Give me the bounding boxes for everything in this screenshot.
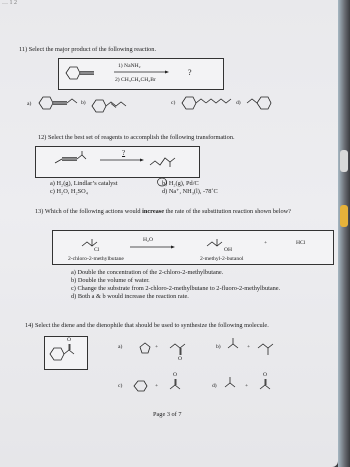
q14-option-c[interactable]: c) [118,383,123,389]
q11-unknown-product: ? [188,68,192,77]
q12-option-d[interactable]: d) Na⁺, NH₃(l), -78˚C [162,188,218,195]
q14-plus-a: + [155,344,159,350]
q14-d-oxygen: O [263,372,268,378]
page-footer: Page 3 of 7 [153,411,182,418]
q12-option-c[interactable]: c) H₂O, H₂SO₄ [50,188,88,195]
q13-product-name: 2-methyl-2-butanol [200,256,244,262]
q14-c-oxygen: O [173,372,178,378]
q13-hcl: HCl [296,240,306,246]
q12-option-b[interactable]: b) H₂(g), Pd/C [162,180,199,187]
q14-option-b[interactable]: b) [216,344,221,350]
q14-plus-d: + [245,383,249,389]
q13-product-oh: OH [224,247,233,253]
q11-option-a[interactable]: a) [27,101,32,107]
q13-option-b[interactable]: b) Double the volume of water. [71,277,150,284]
q13-option-a[interactable]: a) Double the concentration of the 2-chloro-2-methylbutane. [71,269,224,276]
binder-tab [340,205,348,227]
q14-prompt: 14) Select the diene and the dienophile that should be used to synthesize the following molecule. [25,322,269,329]
q14-a-oxygen: O [178,356,183,362]
q13-option-d[interactable]: d) Both a & b would increase the reaction rate. [71,293,189,300]
q11-reagent-1: 1) NaNH₂ [118,63,141,69]
binder-tab [340,150,348,172]
q14-plus-c: + [155,383,159,389]
q12-prompt: 12) Select the best set of reagents to accomplish the following transformation. [38,134,235,141]
q11-prompt: 11) Select the major product of the following reaction. [19,46,157,53]
q11-option-d[interactable]: d) [236,100,241,106]
q12-option-a[interactable]: a) H₂(g), Lindlar’s catalyst [50,180,118,187]
q13-plus: + [264,240,268,246]
q13-option-c[interactable]: c) Change the substrate from 2-chloro-2-methylbutane to 2-fluoro-2-methylbutane. [71,285,281,292]
q14-target-oxygen: O [67,337,72,343]
q12-unknown-reagent: ? [122,149,126,157]
q14-plus-b: + [247,344,251,350]
q13-reactant-cl: Cl [94,247,100,253]
q14-option-d[interactable]: d) [212,383,217,389]
q13-reagent: H₂O [143,237,154,243]
q13-prompt: 13) Which of the following actions would increase the rate of the substitution reaction shown below? [35,208,291,215]
header-mark: … 1 2 [2,0,17,6]
q11-option-c[interactable]: c) [171,100,176,106]
desk-background [338,0,350,467]
q11-option-b[interactable]: b) [81,100,86,106]
q13-reactant-name: 2-chloro-2-methylbutane [68,256,124,262]
q11-reagent-2: 2) CH₃CH₂CH₂Br [115,77,156,83]
q14-option-a[interactable]: a) [118,344,123,350]
q13-emphasis: increase [142,208,165,215]
